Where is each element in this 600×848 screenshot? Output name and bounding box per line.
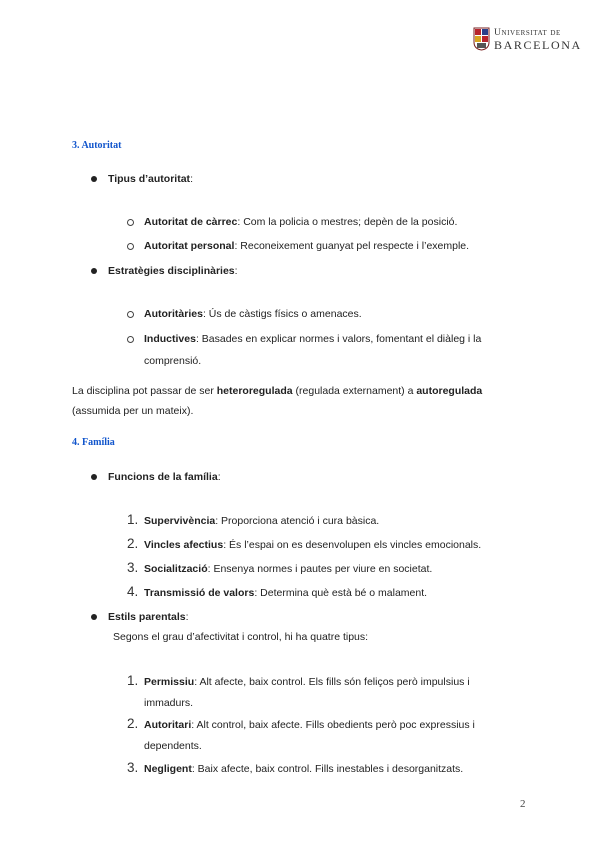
list-item-funcions: Funcions de la família: xyxy=(108,471,221,483)
list-number: 3. xyxy=(127,760,139,775)
bullet-icon xyxy=(91,268,97,274)
numbered-item-continuation: immadurs. xyxy=(144,697,194,709)
list-number: 2. xyxy=(127,716,139,731)
bullet-icon xyxy=(91,614,97,620)
list-item-tipus-autoritat: Tipus d’autoritat: xyxy=(108,173,193,185)
sub-item: Inductives: Basades en explicar normes i valors, fomentant el diàleg i la xyxy=(144,333,482,345)
list-number: 1. xyxy=(127,673,139,688)
circle-bullet-icon xyxy=(127,311,134,318)
bullet-icon xyxy=(91,176,97,182)
circle-bullet-icon xyxy=(127,243,134,250)
sub-item: Autoritat personal: Reconeixement guanyat pel respecte i l’exemple. xyxy=(144,240,470,252)
logo-line2: BARCELONA xyxy=(494,38,582,52)
paragraph-line: (assumida per un mateix). xyxy=(72,405,194,417)
university-logo xyxy=(473,27,582,51)
bullet-icon xyxy=(91,474,97,480)
estils-intro: Segons el grau d’afectivitat i control, hi ha quatre tipus: xyxy=(113,631,369,643)
paragraph-line: La disciplina pot passar de ser heteroregulada (regulada externament) a autoregulada xyxy=(72,385,483,397)
page-number: 2 xyxy=(520,798,526,810)
logo-line1: Universitat de xyxy=(494,28,561,38)
numbered-item: Socialització: Ensenya normes i pautes per viure en societat. xyxy=(144,563,433,575)
list-item-estrategies: Estratègies disciplinàries: xyxy=(108,265,238,277)
numbered-item: Permissiu: Alt afecte, baix control. Els fills són feliços però impulsius i xyxy=(144,676,470,688)
circle-bullet-icon xyxy=(127,336,134,343)
numbered-item: Negligent: Baix afecte, baix control. Fills inestables i desorganitzats. xyxy=(144,763,464,775)
section-heading-autoritat: 3. Autoritat xyxy=(72,140,122,151)
list-number: 4. xyxy=(127,584,139,599)
section-heading-familia: 4. Família xyxy=(72,437,115,448)
numbered-item: Vincles afectius: És l’espai on es desenvolupen els vincles emocionals. xyxy=(144,539,482,551)
numbered-item-continuation: dependents. xyxy=(144,740,202,752)
circle-bullet-icon xyxy=(127,219,134,226)
sub-item: Autoritat de càrrec: Com la policia o mestres; depèn de la posició. xyxy=(144,216,458,228)
sub-item: Autoritàries: Ús de càstigs físics o amenaces. xyxy=(144,308,362,320)
university-shield-icon xyxy=(473,27,490,51)
list-number: 3. xyxy=(127,560,139,575)
numbered-item: Autoritari: Alt control, baix afecte. Fills obedients però poc expressius i xyxy=(144,719,475,731)
numbered-item: Supervivència: Proporciona atenció i cura bàsica. xyxy=(144,515,380,527)
numbered-item: Transmissió de valors: Determina què està bé o malament. xyxy=(144,587,428,599)
sub-item-continuation: comprensió. xyxy=(144,355,202,367)
list-item-estils: Estils parentals: xyxy=(108,611,189,623)
list-number: 1. xyxy=(127,512,139,527)
list-number: 2. xyxy=(127,536,139,551)
